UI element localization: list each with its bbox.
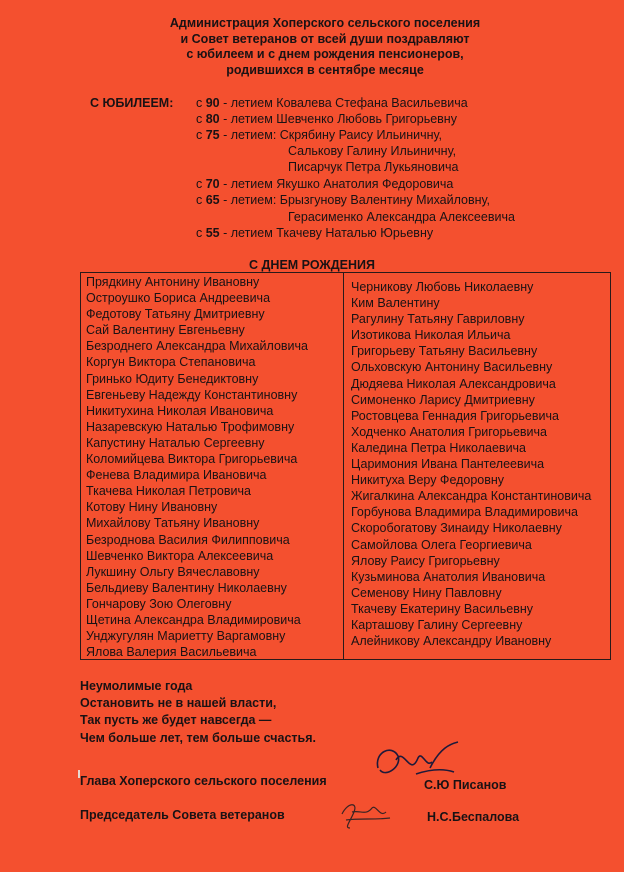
header-line: с юбилеем и с днем рождения пенсионеров, <box>186 47 464 61</box>
birthday-person: Прядкину Антонину Ивановну <box>86 275 260 289</box>
birthday-person: Коргун Виктора Степановича <box>86 355 256 370</box>
birthday-person: Симоненко Ларису Дмитриевну <box>351 392 535 407</box>
birthday-person: Изотикова Николая Ильича <box>351 328 511 343</box>
birthday-person: Лукшину Ольгу Вячеславовну <box>86 564 260 579</box>
poem-line: Так пусть же будет навсегда — <box>80 713 272 728</box>
chair-name: Н.С.Беспалова <box>427 810 520 824</box>
birthday-person: Котову Нину Ивановну <box>86 500 218 515</box>
birthday-person: Семенову Нину Павловну <box>351 585 502 600</box>
birthday-title: С ДНЕМ РОЖДЕНИЯ <box>249 258 375 272</box>
birthday-person: Ким Валентину <box>351 296 440 311</box>
birthday-person: Ткачева Николая Петровича <box>86 484 251 499</box>
birthday-left-column <box>86 274 308 660</box>
birthday-person: Ольховскую Антонину Васильевну <box>351 360 553 375</box>
chair-title: Председатель Совета ветеранов <box>80 808 285 822</box>
birthday-right-column <box>351 279 591 649</box>
jubilee-title: С ЮБИЛЕЕМ: <box>90 96 174 110</box>
birthday-person: Фенева Владимира Ивановича <box>86 468 267 483</box>
birthday-person: Каледина Петра Николаевича <box>351 440 527 455</box>
birthday-person: Скоробогатову Зинаиду Николаевну <box>351 521 562 536</box>
birthday-person: Гончарову Зою Олеговну <box>86 596 232 611</box>
birthday-person: Унджугулян Мариетту Варгамовну <box>86 629 286 644</box>
birthday-table <box>80 272 611 660</box>
birthday-person: Евгеньеву Надежду Константиновну <box>86 387 298 402</box>
birthday-person: Капустину Наталью Сергеевну <box>86 435 265 450</box>
jubilee-row: Салькову Галину Ильиничну, <box>288 144 457 158</box>
birthday-person: Гринько Юдиту Бенедиктовну <box>86 371 259 386</box>
chair-signature-icon <box>336 798 396 832</box>
header-line: и Совет ветеранов от всей души поздравляют <box>180 31 470 46</box>
jubilee-row: с 55 - летием Ткачеву Наталью Юрьевну <box>196 226 434 240</box>
birthday-person: Бельдиеву Валентину Николаевну <box>86 580 287 595</box>
birthday-person: Ходченко Анатолия Григорьевича <box>351 424 548 439</box>
birthday-person: Назаревскую Наталью Трофимовну <box>86 419 295 434</box>
birthday-person: Алейникову Александру Ивановну <box>351 634 552 649</box>
jubilee-row: с 65 - летием: Брызгунову Валентину Михайловну, <box>196 193 491 207</box>
birthday-person: Безроднего Александра Михайловича <box>86 339 308 354</box>
birthday-person: Михайлову Татьяну Ивановну <box>86 516 260 531</box>
birthday-person: Никитуха Веру Федоровну <box>351 473 505 488</box>
birthday-person: Щетина Александра Владимировича <box>86 612 301 627</box>
birthday-person: Горбунова Владимира Владимировича <box>351 505 578 520</box>
birthday-person: Царимония Ивана Пантелеевича <box>351 457 545 472</box>
birthday-person: Жигалкина Александра Константиновича <box>351 489 592 504</box>
jubilee-row: с 70 - летием Якушко Анатолия Федоровича <box>196 177 454 191</box>
birthday-person: Коломийцева Виктора Григорьевича <box>86 452 298 467</box>
birthday-person: Шевченко Виктора Алексеевича <box>86 548 274 563</box>
birthday-person: Ростовцева Геннадия Григорьевича <box>351 408 559 423</box>
head-title: Глава Хоперского сельского поселения <box>80 774 327 788</box>
birthday-person: Черникову Любовь Николаевну <box>351 280 534 294</box>
birthday-person: Кузьминова Анатолия Ивановича <box>351 569 546 584</box>
poem-block <box>80 678 316 747</box>
birthday-person: Ткачеву Екатерину Васильевну <box>351 601 533 616</box>
poem-line: Чем больше лет, тем больше счастья. <box>80 730 316 745</box>
column-divider <box>343 273 344 659</box>
birthday-person: Сай Валентину Евгеньевну <box>86 323 245 338</box>
birthday-person: Рагулину Татьяну Гавриловну <box>351 312 525 327</box>
birthday-person: Ялову Раису Григорьевну <box>351 553 500 568</box>
jubilee-row: с 75 - летием: Скрябину Раису Ильиничну, <box>196 128 442 142</box>
birthday-person: Никитухина Николая Ивановича <box>86 403 274 418</box>
jubilee-row: Писарчук Петра Лукьяновича <box>288 160 459 174</box>
header-block <box>150 16 500 78</box>
birthday-person: Дюдяева Николая Александровича <box>351 376 556 391</box>
birthday-person: Григорьеву Татьяну Васильевну <box>351 344 538 359</box>
birthday-person: Ялова Валерия Васильевича <box>86 645 257 660</box>
header-line: родившихся в сентябре месяце <box>226 62 424 77</box>
jubilee-row: Герасименко Александра Алексеевича <box>288 210 515 224</box>
jubilee-row: с 90 - летием Ковалева Стефана Васильевича <box>196 96 468 110</box>
head-name: С.Ю Писанов <box>424 778 507 792</box>
birthday-person: Безроднова Василия Филипповича <box>86 532 290 547</box>
header-line: Администрация Хоперского сельского поселения <box>169 16 481 30</box>
poem-line: Неумолимые года <box>80 679 193 693</box>
jubilee-row: с 80 - летием Шевченко Любовь Григорьевну <box>196 112 457 126</box>
birthday-person: Остроушко Бориса Андреевича <box>86 291 271 306</box>
birthday-person: Самойлова Олега Георгиевича <box>351 537 532 552</box>
poem-line: Остановить не в нашей власти, <box>80 696 277 711</box>
birthday-person: Федотову Татьяну Дмитриевну <box>86 307 265 322</box>
birthday-person: Карташову Галину Сергеевну <box>351 617 523 632</box>
